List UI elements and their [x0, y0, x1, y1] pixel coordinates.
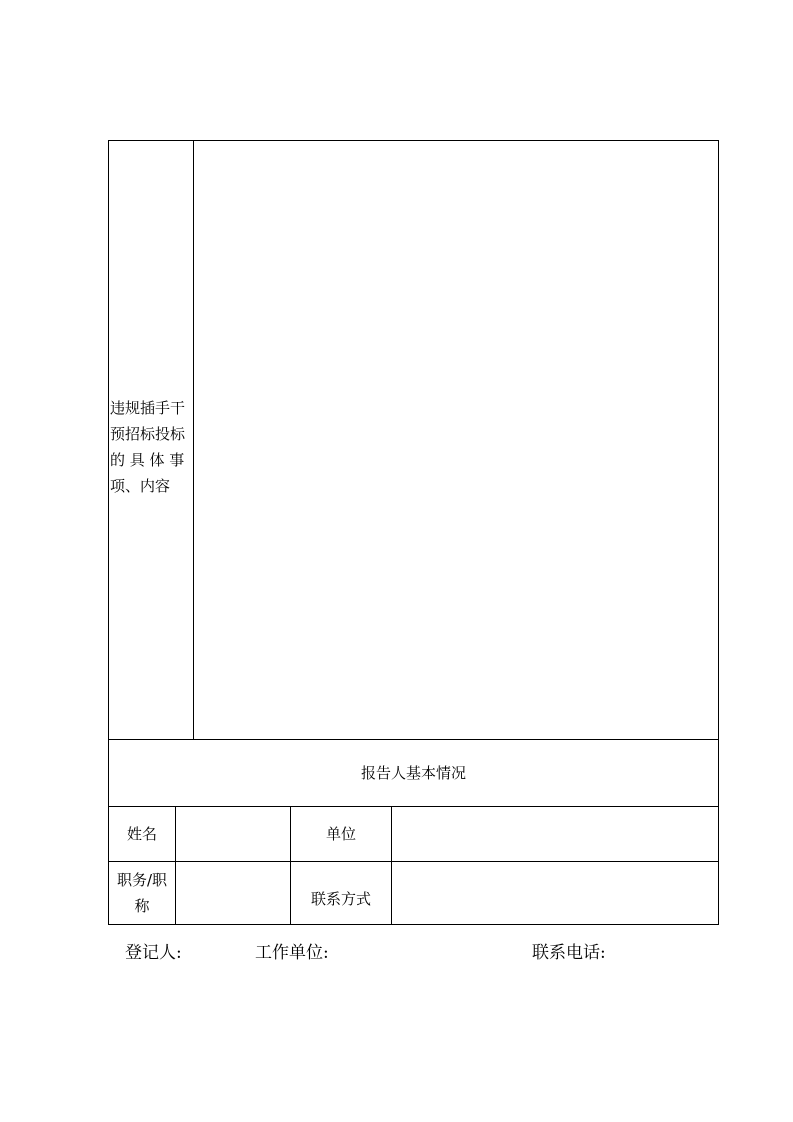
registrar-label: 登记人: [125, 943, 182, 963]
contact-field[interactable] [392, 862, 718, 924]
violation-details-label: 违规插手干 预招标投标 的 具 体 事 项、内容 [110, 399, 186, 495]
position-label: 职务/职 称 [116, 871, 168, 915]
table-border-right [718, 140, 719, 925]
violation-details-field[interactable] [200, 148, 710, 733]
unit-label: 单位 [325, 825, 356, 843]
name-label: 姓名 [126, 825, 157, 843]
table-border-top [108, 140, 719, 141]
work-unit-label: 工作单位: [255, 943, 329, 963]
unit-field[interactable] [392, 807, 718, 861]
phone-label: 联系电话: [532, 943, 606, 963]
table-border-bottom [108, 924, 719, 925]
reporter-section-title: 报告人基本情况 [360, 764, 466, 782]
name-field[interactable] [176, 807, 290, 861]
position-field[interactable] [176, 862, 290, 924]
contact-label: 联系方式 [310, 890, 371, 908]
